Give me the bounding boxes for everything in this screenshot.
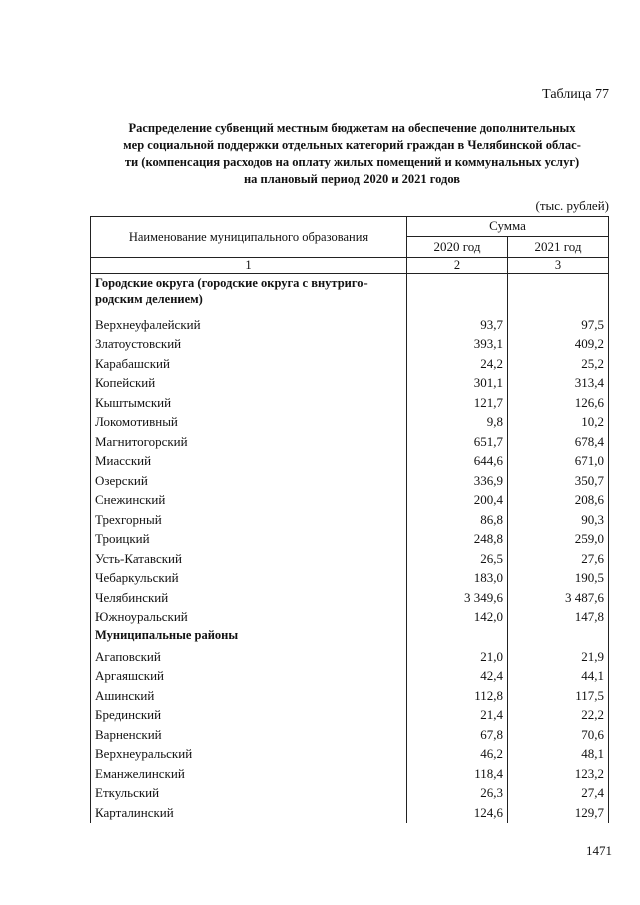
municipality-name: Копейский bbox=[91, 374, 407, 394]
value-2020: 67,8 bbox=[407, 725, 508, 745]
header-year-2021: 2021 год bbox=[508, 236, 609, 257]
value-2021: 27,4 bbox=[508, 784, 609, 804]
municipality-name: Трехгорный bbox=[91, 510, 407, 530]
municipality-name: Брединский bbox=[91, 706, 407, 726]
section-row-city-districts bbox=[91, 274, 609, 316]
municipality-name: Аргаяшский bbox=[91, 667, 407, 687]
municipality-name: Локомотивный bbox=[91, 413, 407, 433]
header-col-number: 2 bbox=[407, 258, 508, 274]
municipality-name: Златоустовский bbox=[91, 335, 407, 355]
value-2021: 409,2 bbox=[508, 335, 609, 355]
value-2021: 10,2 bbox=[508, 413, 609, 433]
title-line: ти (компенсация расходов на оплату жилых помещений и коммунальных услуг) bbox=[124, 155, 580, 169]
value-2021: 129,7 bbox=[508, 803, 609, 823]
title-line: Распределение субвенций местным бюджетам на обеспечение дополнительных bbox=[128, 121, 576, 135]
page-number: 1471 bbox=[586, 843, 612, 858]
subvention-table bbox=[90, 216, 609, 823]
value-2020: 121,7 bbox=[407, 393, 508, 413]
value-2020: 86,8 bbox=[407, 510, 508, 530]
table-row bbox=[91, 647, 609, 667]
table-row bbox=[91, 471, 609, 491]
table-row bbox=[91, 393, 609, 413]
value-2020: 21,0 bbox=[407, 647, 508, 667]
title-line: мер социальной поддержки отдельных категорий граждан в Челябинской облас- bbox=[123, 138, 581, 152]
value-2021: 25,2 bbox=[508, 354, 609, 374]
table-row bbox=[91, 608, 609, 628]
table-row bbox=[91, 745, 609, 765]
value-2020: 301,1 bbox=[407, 374, 508, 394]
table-row bbox=[91, 354, 609, 374]
table-row bbox=[91, 510, 609, 530]
municipality-name: Магнитогорский bbox=[91, 432, 407, 452]
table-row bbox=[91, 803, 609, 823]
table-row bbox=[91, 315, 609, 335]
value-2021: 313,4 bbox=[508, 374, 609, 394]
value-2020: 118,4 bbox=[407, 764, 508, 784]
value-2020: 42,4 bbox=[407, 667, 508, 687]
title-line: на плановый период 2020 и 2021 годов bbox=[243, 172, 461, 186]
table-row bbox=[91, 686, 609, 706]
municipality-name: Агаповский bbox=[91, 647, 407, 667]
value-2021: 70,6 bbox=[508, 725, 609, 745]
table-row bbox=[91, 706, 609, 726]
section-title: Муниципальные районы bbox=[91, 627, 407, 647]
municipality-name: Карабашский bbox=[91, 354, 407, 374]
table-number: Таблица 77 bbox=[542, 87, 609, 102]
header-col-number: 1 bbox=[91, 258, 407, 274]
municipality-name: Верхнеуральский bbox=[91, 745, 407, 765]
value-2021: 123,2 bbox=[508, 764, 609, 784]
value-2020: 183,0 bbox=[407, 569, 508, 589]
value-2021: 22,2 bbox=[508, 706, 609, 726]
value-2020: 651,7 bbox=[407, 432, 508, 452]
value-2021: 147,8 bbox=[508, 608, 609, 628]
municipality-name: Челябинский bbox=[91, 588, 407, 608]
value-2021: 208,6 bbox=[508, 491, 609, 511]
table-row bbox=[91, 374, 609, 394]
table-row bbox=[91, 491, 609, 511]
value-2020: 3 349,6 bbox=[407, 588, 508, 608]
municipality-name: Ашинский bbox=[91, 686, 407, 706]
value-2021: 44,1 bbox=[508, 667, 609, 687]
value-2020: 24,2 bbox=[407, 354, 508, 374]
table-row bbox=[91, 452, 609, 472]
value-2020: 26,5 bbox=[407, 549, 508, 569]
municipality-name: Озерский bbox=[91, 471, 407, 491]
municipality-name: Варненский bbox=[91, 725, 407, 745]
value-2021: 21,9 bbox=[508, 647, 609, 667]
municipality-name: Еткульский bbox=[91, 784, 407, 804]
table-row bbox=[91, 569, 609, 589]
section-row-municipal-districts bbox=[91, 627, 609, 647]
section-title-line: Городские округа (городские округа с внутриго- bbox=[95, 276, 368, 290]
value-2021: 48,1 bbox=[508, 745, 609, 765]
municipality-name: Кыштымский bbox=[91, 393, 407, 413]
section-title bbox=[91, 274, 407, 316]
value-2020: 248,8 bbox=[407, 530, 508, 550]
value-2020: 26,3 bbox=[407, 784, 508, 804]
value-2021: 27,6 bbox=[508, 549, 609, 569]
value-2020: 644,6 bbox=[407, 452, 508, 472]
section-title-line: родским делением) bbox=[95, 292, 203, 306]
value-2020: 21,4 bbox=[407, 706, 508, 726]
municipality-name: Еманжелинский bbox=[91, 764, 407, 784]
value-2020: 393,1 bbox=[407, 335, 508, 355]
municipality-name: Снежинский bbox=[91, 491, 407, 511]
header-year-2020: 2020 год bbox=[407, 236, 508, 257]
header-name: Наименование муниципального образования bbox=[91, 217, 407, 258]
table-row bbox=[91, 549, 609, 569]
header-sum: Сумма bbox=[407, 217, 609, 237]
units-note: (тыс. рублей) bbox=[535, 198, 609, 213]
table-row bbox=[91, 764, 609, 784]
value-2021: 259,0 bbox=[508, 530, 609, 550]
header-col-number: 3 bbox=[508, 258, 609, 274]
value-2020: 124,6 bbox=[407, 803, 508, 823]
municipality-name: Чебаркульский bbox=[91, 569, 407, 589]
municipality-name: Троицкий bbox=[91, 530, 407, 550]
value-2021: 126,6 bbox=[508, 393, 609, 413]
municipality-name: Карталинский bbox=[91, 803, 407, 823]
table-row bbox=[91, 784, 609, 804]
municipality-name: Усть-Катавский bbox=[91, 549, 407, 569]
table-row bbox=[91, 432, 609, 452]
table-row bbox=[91, 413, 609, 433]
table-row bbox=[91, 725, 609, 745]
value-2020: 200,4 bbox=[407, 491, 508, 511]
table-row bbox=[91, 588, 609, 608]
value-2021: 117,5 bbox=[508, 686, 609, 706]
value-2021: 350,7 bbox=[508, 471, 609, 491]
value-2021: 190,5 bbox=[508, 569, 609, 589]
value-2021: 678,4 bbox=[508, 432, 609, 452]
value-2020: 9,8 bbox=[407, 413, 508, 433]
municipality-name: Южноуральский bbox=[91, 608, 407, 628]
table-row bbox=[91, 667, 609, 687]
table-title bbox=[92, 120, 612, 188]
value-2020: 336,9 bbox=[407, 471, 508, 491]
value-2021: 671,0 bbox=[508, 452, 609, 472]
value-2021: 3 487,6 bbox=[508, 588, 609, 608]
value-2020: 46,2 bbox=[407, 745, 508, 765]
table-row bbox=[91, 530, 609, 550]
value-2020: 142,0 bbox=[407, 608, 508, 628]
value-2020: 93,7 bbox=[407, 315, 508, 335]
value-2020: 112,8 bbox=[407, 686, 508, 706]
value-2021: 97,5 bbox=[508, 315, 609, 335]
municipality-name: Миасский bbox=[91, 452, 407, 472]
value-2021: 90,3 bbox=[508, 510, 609, 530]
table-row bbox=[91, 335, 609, 355]
municipality-name: Верхнеуфалейский bbox=[91, 315, 407, 335]
table-body bbox=[91, 274, 609, 823]
